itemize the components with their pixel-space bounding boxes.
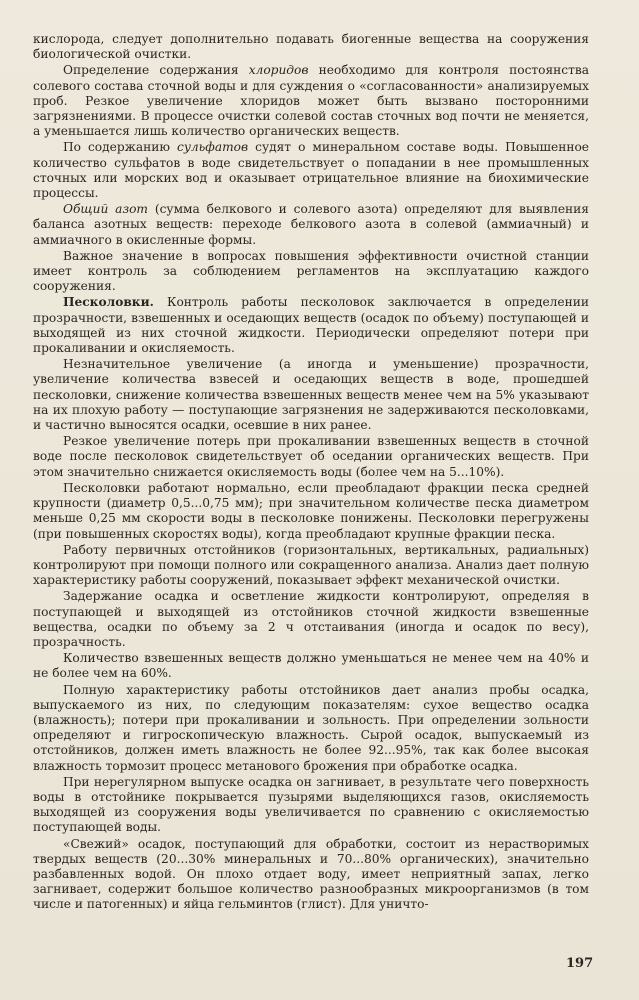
text-run: кислорода, следует дополнительно подавать биогенные вещества на сооружения биологической очистки. (33, 32, 589, 62)
text-run: «Свежий» осадок, поступающий для обработки, состоит из нерастворимых твердых веществ (20...30% минеральных и 70...80% органических), значительно разбавленных водой. Он плохо отдает воду, имеет неприятный запах, легко загнивает, содержит большое количество разнообразных микроорганизмов (в том числе и патогенных) и яйца гельминтов (глист). Для уничто- (33, 836, 589, 912)
text-run: Полную характеристику работы отстойников дает анализ пробы осадка, выпускаемого из них, по следующим показателям: сухое вещество осадка (влажность); потери при прокаливании и зольность. При определении зольности определяют и гигроскопическую влажность. Сырой осадок, выпускаемый из отстойников, должен иметь влажность не более 92...95%, так как более высокая влажность тормозит процесс метанового брожения при обработке осадка. (33, 682, 589, 773)
text-run: Важное значение в вопросах повышения эффективности очистной станции имеет контроль за соблюдением регламентов на эксплуатацию каждого сооружения. (33, 248, 589, 294)
text-run: Резкое увеличение потерь при прокаливании взвешенных веществ в сточной воде после песколовок свидетельствует об оседании органических веществ. При этом значительно снижается окисляемость воды (более чем на 5...10%). (33, 434, 589, 479)
paragraph (33, 837, 589, 913)
paragraph (33, 481, 589, 542)
paragraph (33, 63, 589, 139)
paragraph (33, 683, 589, 774)
paragraph (33, 434, 589, 480)
page-number: 197 (566, 956, 594, 971)
text-run: Незначительное увеличение (а иногда и уменьшение) прозрачности, увеличение количества взвесей и оседающих веществ в воде, прошедшей песколовки, снижение количества взвешенных веществ менее чем на 5% указывают на их плохую работу — поступающие загрязнения не задерживаются песколовками, и частично выносятся осадки, осевшие в них ранее. (33, 357, 589, 433)
text-run: По содержанию (63, 140, 178, 155)
paragraph (33, 543, 589, 589)
italic-term: хлоридов (248, 63, 309, 78)
italic-term: Общий азот (63, 202, 148, 217)
text-run: (сумма белкового и солевого азота) определяют для выявления баланса азотных веществ: переходе белкового азота в солевой (аммиачный) и аммиачного в окисленные формы. (33, 202, 589, 247)
paragraph (33, 140, 589, 201)
bold-heading: Песколовки. (63, 295, 154, 310)
paragraph (33, 589, 589, 650)
text-run: Песколовки работают нормально, если преобладают фракции песка средней крупности (диаметр 0,5...0,75 мм); при значительном количестве песка диаметром меньше 0,25 мм скорости воды в песколовке понижены. Песколовки перегружены (при повышенных скоростях воды), когда преобладают крупные фракции песка. (33, 480, 589, 541)
paragraph (33, 295, 589, 356)
text-run: необходимо для контроля постоянства солевого состава сточной воды и для суждения о «согласованности» анализируемых проб. Резкое увеличение хлоридов может быть вызвано посторонними загрязнениями. В процессе очистки солевой состав сточных вод почти не меняется, а уменьшается лишь количество органических веществ. (33, 63, 589, 139)
text-run: Контроль работы песколовок заключается в определении прозрачности, взвешенных и оседающих веществ (осадок по объему) поступающей и выходящей из них сточной жидкости. Периодически определяют потери при прокаливании и окисляемость. (33, 295, 589, 356)
paragraph (33, 775, 589, 836)
text-run: Задержание осадка и осветление жидкости контролируют, определяя в поступающей и выходящей из отстойников сточной жидкости взвешенные вещества, осадки по объему за 2 ч отстаивания (иногда и осадок по весу), прозрачность. (33, 589, 589, 649)
text-run: Работу первичных отстойников (горизонтальных, вертикальных, радиальных) контролируют при помощи полного или сокращенного анализа. Анализ дает полную характеристику работы сооружений, показывает эффект механической очистки. (33, 542, 589, 588)
body-text (33, 32, 589, 914)
paragraph (33, 357, 589, 433)
paragraph (33, 32, 589, 62)
paragraph (33, 202, 589, 248)
text-run: Количество взвешенных веществ должно уменьшаться не менее чем на 40% и не более чем на 60%. (33, 651, 589, 681)
paragraph (33, 651, 589, 681)
text-run: При нерегулярном выпуске осадка он загнивает, в результате чего поверхность воды в отстойнике покрывается пузырями выделяющихся газов, окисляемость выходящей из сооружения воды увеличивается по сравнению с окисляемостью поступающей воды. (33, 774, 589, 835)
text-run: судят о минеральном составе воды. Повышенное количество сульфатов в воде свидетельствует о попадании в нее промышленных сточных или морских вод и оказывает отрицательное влияние на биохимические процессы. (33, 140, 589, 201)
paragraph (33, 249, 589, 295)
text-run: Определение содержания (63, 63, 249, 78)
italic-term: сульфатов (177, 140, 249, 155)
